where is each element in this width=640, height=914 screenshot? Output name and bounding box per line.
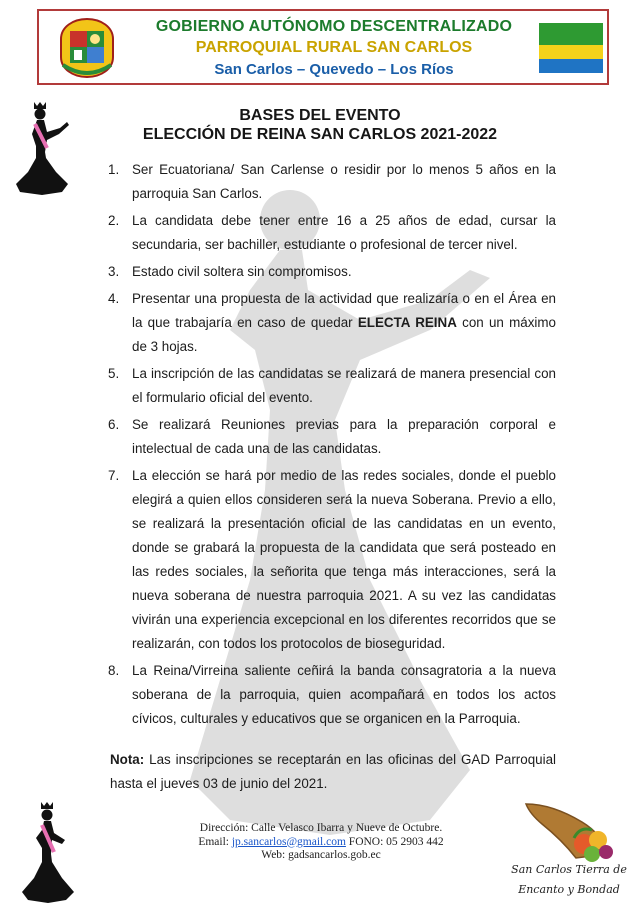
title-line-2: ELECCIÓN DE REINA SAN CARLOS 2021-2022 bbox=[142, 126, 498, 143]
title-line-1: BASES DEL EVENTO bbox=[239, 107, 401, 124]
footer-contact bbox=[178, 822, 464, 863]
list-item: 5. La inscripción de las candidatas se realizará de manera presencial con el formulario oficial del evento. bbox=[108, 366, 556, 405]
queen-silhouette-icon bbox=[18, 800, 80, 904]
list-item: 6. Se realizará Reuniones previas para la preparación corporal e intelectual de cada una de las candidatas. bbox=[108, 417, 556, 456]
emphasis-text: ELECTA REINA bbox=[357, 315, 457, 330]
rules-list bbox=[108, 158, 556, 734]
parish-seal-icon bbox=[57, 17, 117, 79]
header-line-1: GOBIERNO AUTÓNOMO DESCENTRALIZADO bbox=[155, 18, 513, 35]
list-item: 8. La Reina/Virreina saliente ceñirá la banda consagratoria a la nueva soberana de la parroquia, quien acompañará en todos los actos cívicos, culturales y educativos que se organicen en la Parroquia. bbox=[108, 663, 556, 726]
header-box bbox=[37, 9, 609, 85]
note-text: Las inscripciones se receptarán en las oficinas del GAD Parroquial hasta el jueves 03 de junio del 2021. bbox=[110, 752, 556, 791]
email-link[interactable]: jp.sancarlos@gmail.com bbox=[231, 835, 346, 848]
slogan-line-2: Encanto y Bondad bbox=[518, 883, 620, 896]
footer-contact-line: Email: jp.sancarlos@gmail.com FONO: 05 2903 442 bbox=[198, 835, 444, 848]
header-line-2: PARROQUIAL RURAL SAN CARLOS bbox=[195, 39, 473, 56]
list-item: 2. La candidata debe tener entre 16 a 25 años de edad, cursar la secundaria, ser bachiller, estudiante o profesional de tercer nivel. bbox=[108, 213, 556, 252]
header-line-3: San Carlos – Quevedo – Los Ríos bbox=[214, 61, 454, 78]
slogan-line-1: San Carlos Tierra de bbox=[511, 863, 627, 876]
footer-web: Web: gadsancarlos.gob.ec bbox=[261, 849, 381, 861]
cornucopia-icon bbox=[522, 800, 618, 862]
list-item: 3. Estado civil soltera sin compromisos. bbox=[108, 264, 352, 279]
footer-phone: FONO: 05 2903 442 bbox=[348, 835, 444, 848]
footer-address: Dirección: Calle Velasco Ibarra y Nueve de Octubre. bbox=[199, 822, 443, 834]
document-title bbox=[0, 106, 640, 144]
list-item: 7. La elección se hará por medio de las redes sociales, donde el pueblo elegirá a quien ellos consideren será la nueva Soberana. Previo a ello, se realizará la presentación oficial de las candidatas en un evento, donde se grabará la propuesta de la candidata que será posteado en las redes sociales, la señorita que tenga más interacciones, será la nueva soberana de nuestra parroquia 2021. A su vez las candidatas vivirán una experiencia excepcional en los diferentes recorridos que se realizarán, con todos los protocolos de bioseguridad. bbox=[108, 468, 556, 651]
note-paragraph bbox=[110, 748, 556, 796]
list-item: 4. Presentar una propuesta de la actividad que realizaría o en el Área en la que trabajaría en caso de quedar ELECTA REINA con un máximo de 3 hojas. bbox=[108, 291, 556, 354]
slogan-text bbox=[510, 860, 628, 900]
note-label: Nota: bbox=[110, 752, 145, 767]
flag-icon bbox=[539, 23, 603, 73]
list-item: 1. Ser Ecuatoriana/ San Carlense o residir por lo menos 5 años en la parroquia San Carlos. bbox=[108, 162, 556, 201]
